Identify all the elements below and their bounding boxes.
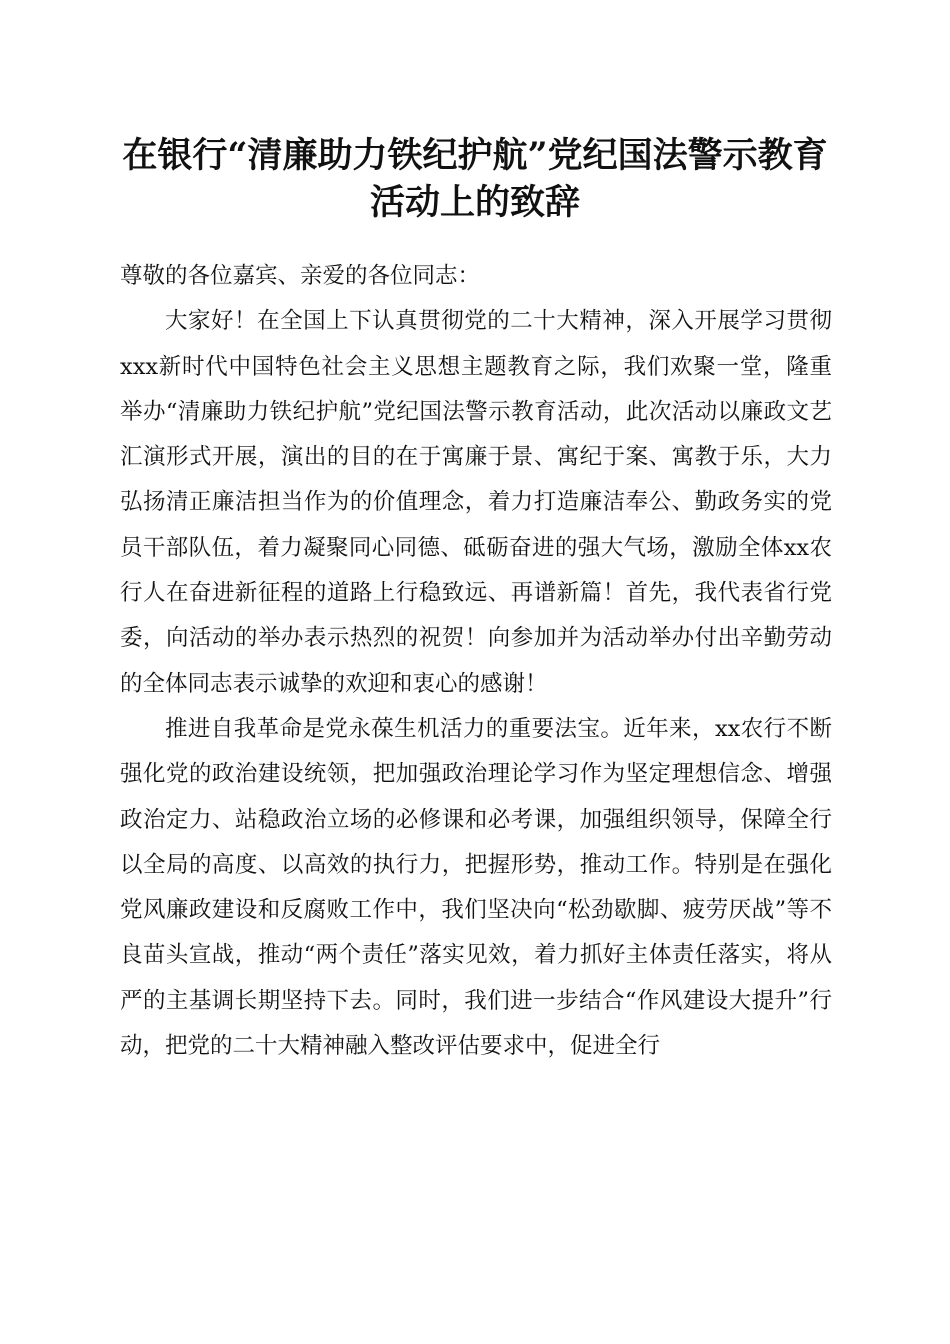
document-title: 在银行“清廉助力铁纪护航”党纪国法警示教育活动上的致辞 <box>122 135 828 223</box>
salutation: 尊敬的各位嘉宾、亲爱的各位同志： <box>120 263 481 289</box>
paragraph-1: 大家好！在全国上下认真贯彻党的二十大精神，深入开展学习贯彻xxx新时代中国特色社会主义思想主题教育之际，我们欢聚一堂，隆重举办“清廉助力铁纪护航”党纪国法警示教育活动，此次活动以廉政文艺汇演形式开展，演出的目的在于寓廉于景、寓纪于案、寓教于乐，大力弘扬清正廉洁担当作为的价值理念，着力打造廉洁奉公、勤政务实的党员干部队伍，着力凝聚同心同德、砥砺奋进的强大气场，激励全体xx农行人在奋进新征程的道路上行稳致远、再谱新篇！首先，我代表省行党委，向活动的举办表示热烈的祝贺！向参加并为活动举办付出辛勤劳动的全体同志表示诚挚的欢迎和衷心的感谢！ <box>120 308 832 697</box>
document-body <box>120 254 832 1069</box>
paragraph-2: 推进自我革命是党永葆生机活力的重要法宝。近年来，xx农行不断强化党的政治建设统领，把加强政治理论学习作为坚定理想信念、增强政治定力、站稳政治立场的必修课和必考课，加强组织领导，保障全行以全局的高度、以高效的执行力，把握形势，推动工作。特别是在强化党风廉政建设和反腐败工作中，我们坚决向“松劲歇脚、疲劳厌战”等不良苗头宣战，推动“两个责任”落实见效，着力抓好主体责任落实，将从严的主基调长期坚持下去。同时，我们进一步结合“作风建设大提升”行动，把党的二十大精神融入整改评估要求中，促进全行 <box>120 715 832 1060</box>
